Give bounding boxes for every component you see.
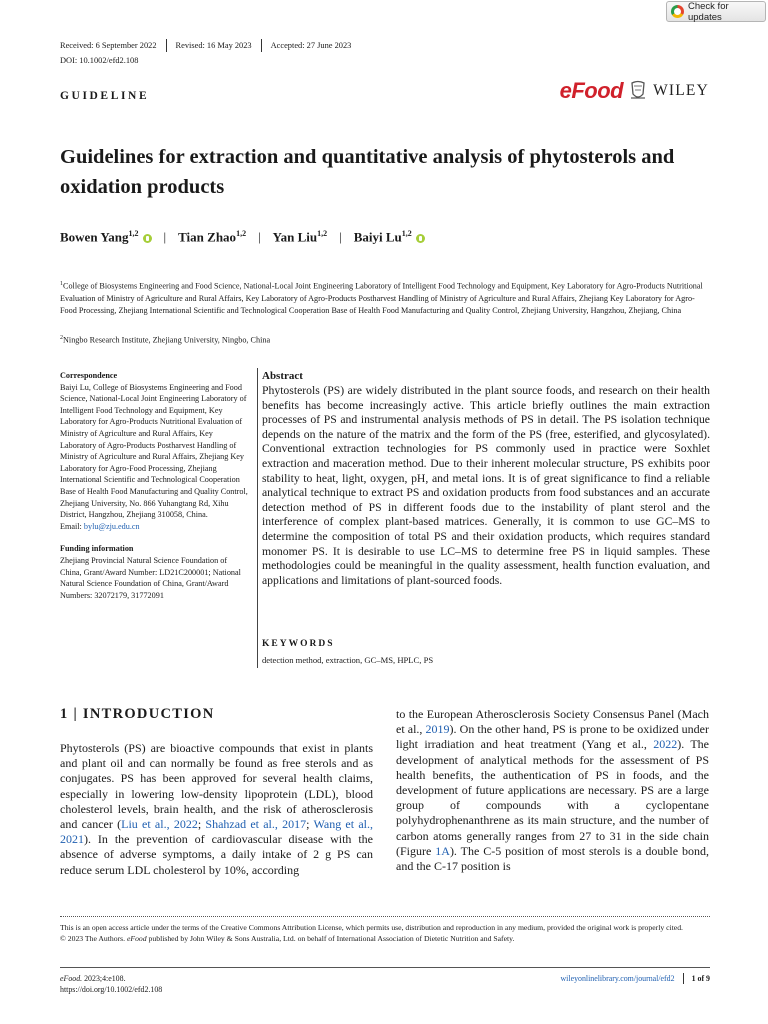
license-footnote — [60, 922, 710, 945]
copyright-journal: eFood — [126, 934, 147, 944]
author-affiliation-marker: 1,2 — [401, 229, 412, 238]
article-doi: DOI: 10.1002/efd2.108 — [60, 56, 139, 65]
body-text: ; — [306, 817, 314, 832]
footer-citation-text: 2023;4:e108. — [82, 974, 126, 983]
footnote-divider — [60, 916, 710, 917]
citation-link[interactable]: 1A — [435, 843, 450, 858]
introduction-column-1 — [60, 741, 373, 878]
copyright-line — [60, 933, 710, 944]
received-date: Received: 6 September 2022 — [60, 41, 157, 50]
orcid-icon[interactable] — [143, 234, 152, 243]
divider — [683, 973, 684, 984]
divider — [261, 39, 262, 52]
author-affiliation-marker: 1,2 — [317, 229, 328, 238]
body-text: Phytosterols (PS) are bioactive compounds that exist in plants and plant oil and can normally be found as free sterols and as conjugates. PS has been approved for several health claims, especially in lowering low-density lipoprotein (LDL), blood cholesterol levels, brain health, and the risk of atherosclerosis and cancer ( — [60, 741, 373, 832]
wiley-emblem-icon — [628, 80, 648, 102]
funding-heading: Funding information — [60, 544, 134, 554]
orcid-icon[interactable] — [416, 234, 425, 243]
citation-link[interactable]: 2019 — [425, 722, 450, 737]
check-for-updates-button[interactable] — [666, 1, 766, 22]
author-affiliation-marker: 1,2 — [128, 229, 139, 238]
correspondence-text — [60, 382, 250, 533]
sidebar — [60, 370, 250, 601]
keywords: detection method, extraction, GC–MS, HPLC, PS — [262, 655, 434, 665]
body-text: ). The development of analytical methods for the assessment of PS health benefits, the authentication of PS in foods, and the development of future applications are necessary. PS are a large group of compounds with a cyclopentane polyhydrophenanthrene as its main structure, and the number of carbon atoms generally ranges from 27 to 31 in the side chain (Figure — [396, 737, 710, 858]
funding-text: Zhejiang Provincial Natural Science Foundation of China, Grant/Award Number: LD21C200001; National Natural Science Foundation of China, Grant/Award Numbers: 32072179, 31772091 — [60, 555, 241, 600]
author-separator: | — [163, 229, 167, 245]
introduction-column-2 — [396, 707, 709, 874]
license-text: This is an open access article under the terms of the Creative Commons Attribution License, which permits use, distribution and reproduction in any medium, provided the original work is properly cited. — [60, 923, 683, 932]
affiliation-1 — [60, 278, 710, 317]
footer-divider — [60, 967, 710, 968]
doi-link[interactable]: https://doi.org/10.1002/efd2.108 — [60, 985, 163, 995]
abstract — [262, 370, 710, 588]
author-name[interactable] — [273, 229, 327, 245]
efood-logo: eFood — [559, 78, 624, 103]
article-dates — [60, 39, 351, 52]
citation-line — [60, 973, 162, 984]
citation-link[interactable]: Liu et al., 2022 — [121, 817, 198, 832]
citation-link[interactable]: Wang et al., 2021 — [60, 817, 373, 847]
section-label: GUIDELINE — [60, 90, 150, 102]
footer-journal: eFood. — [60, 974, 83, 983]
body-text: ). On the other hand, PS is prone to be oxidized under light irradiation and heat treatment (Yang et al., — [396, 722, 710, 752]
revised-date: Revised: 16 May 2023 — [175, 41, 252, 50]
author-separator: | — [339, 229, 342, 245]
abstract-heading: Abstract — [262, 370, 303, 382]
author-name[interactable] — [60, 229, 152, 245]
crossmark-icon — [671, 5, 684, 18]
body-text: ). In the prevention of cardiovascular disease with the absence of adverse symptoms, a daily intake of 2 g PS can reduce serum LDL cholesterol by 10%, according — [60, 832, 373, 877]
email-label: Email: — [60, 521, 82, 531]
body-text: ; — [197, 817, 206, 832]
body-text: to the European Atherosclerosis Society Consensus Panel (Mach et al., — [396, 707, 709, 737]
article-title: Guidelines for extraction and quantitative analysis of phytosterols and oxidation products — [60, 146, 675, 198]
author-name-text: Baiyi Lu — [353, 229, 402, 245]
email-link[interactable]: bylu@zju.edu.cn — [83, 521, 140, 531]
check-for-updates-label: Check for updates — [687, 0, 729, 23]
wiley-logo: WILEY — [653, 82, 709, 99]
citation-link[interactable]: 2022 — [653, 737, 678, 752]
divider — [166, 39, 167, 52]
author-affiliation-marker: 1,2 — [236, 229, 247, 238]
abstract-text: Phytosterols (PS) are widely distributed in the plant source foods, and research on their health benefits has become increasingly active. This article briefly outlines the main extraction processes of PS and instrumental analysis methods of PS in detail. The PS isolation technique depends on the nature of the matrix and the form of the PS (free, esterified, and glycosylated). Conventional extraction technologies for PS commonly used in practice were Soxhlet extraction and maceration method. Due to their inherent molecular structure, PS exhibits poor stability to heat, light, oxygen, pH, and metal ions. It is of great significance to find a reliable analytical technique to extract PS and oxidation products from food substances and an accurate detection method of PS in different foods due to the instability of plant sterol and the interference of complex plant-based matrices. Generally, it is common to use GC–MS to determine the composition of total PS and their oxidation products, which requires standard monomer PS. It is desirable to use LC–MS to determine free PS in liquid samples. These methodologies could be meaningful in the quality assessment, health function evaluation, and applications and limitations of plant-sourced foods. — [262, 384, 710, 587]
author-name-text: Tian Zhao — [178, 229, 237, 245]
author-separator: | — [258, 229, 261, 245]
author-name[interactable] — [354, 229, 425, 245]
citation-link[interactable]: Shahzad et al., 2017 — [205, 817, 307, 832]
author-name-text: Bowen Yang — [60, 229, 129, 245]
body-text: ). The C-5 position of most sterols is a double bond, and the C-17 position is — [396, 843, 710, 874]
publisher-branding — [560, 78, 709, 104]
correspondence-address: Baiyi Lu, College of Biosystems Engineering and Food Science, National-Local Joint Engineering Laboratory of Intelligent Food Technology and Equipment, Key Laboratory for Agro-Products Nutritional Evaluation of Ministry of Agriculture and Rural Affairs, Key Laboratory of Agro-Products Postharvest Handling of Ministry of Agriculture and Rural Affairs, Zhejiang Key Laboratory for Agro-Food Processing, Zhejiang International Scientific and Technological Cooperation Base of Health Food Manufacturing and Quality Control, Zhejiang University, No. 866 Yuhangtang Rd, Xihu District, Hangzhou, Zhejiang 310058, China. — [60, 382, 248, 520]
affiliation-text: Ningbo Research Institute, Zhejiang University, Ningbo, China — [63, 335, 271, 345]
keywords-heading: KEYWORDS — [262, 639, 335, 649]
affiliation-2 — [60, 332, 710, 347]
copyright-prefix: © 2023 The Authors. — [60, 934, 127, 944]
author-list — [60, 229, 425, 245]
page-number: 1 of 9 — [691, 974, 710, 983]
author-name-text: Yan Liu — [272, 229, 318, 245]
column-divider — [257, 368, 258, 668]
copyright-rest: published by John Wiley & Sons Australia, Ltd. on behalf of International Association of Dietetic Nutrition and Safety. — [146, 934, 515, 944]
accepted-date: Accepted: 27 June 2023 — [270, 41, 352, 50]
journal-url-link[interactable]: wileyonlinelibrary.com/journal/efd2 — [560, 974, 675, 983]
author-name[interactable] — [178, 229, 246, 245]
footer-right — [560, 973, 710, 984]
affiliation-marker: 2 — [60, 335, 63, 341]
introduction-heading: 1 | INTRODUCTION — [60, 706, 215, 722]
affiliation-text: College of Biosystems Engineering and Food Science, National-Local Joint Engineering Laboratory of Intelligent Food Technology and Equipment, Key Laboratory for Agro-Products Nutritional Evaluation of Ministry of Agriculture and Rural Affairs, Key Laboratory of Agro-Products Postharvest Handling of Ministry of Agriculture and Rural Affairs, Zhejiang Key Laboratory for Agro-Food Processing, Zhejiang International Scientific and Technological Cooperation Base of Health Food Manufacturing and Quality Control, Zhejiang University, Hangzhou, Zhejiang, China — [60, 281, 703, 315]
correspondence-heading: Correspondence — [60, 371, 118, 380]
footer-citation — [60, 973, 162, 996]
affiliation-marker: 1 — [60, 281, 63, 287]
